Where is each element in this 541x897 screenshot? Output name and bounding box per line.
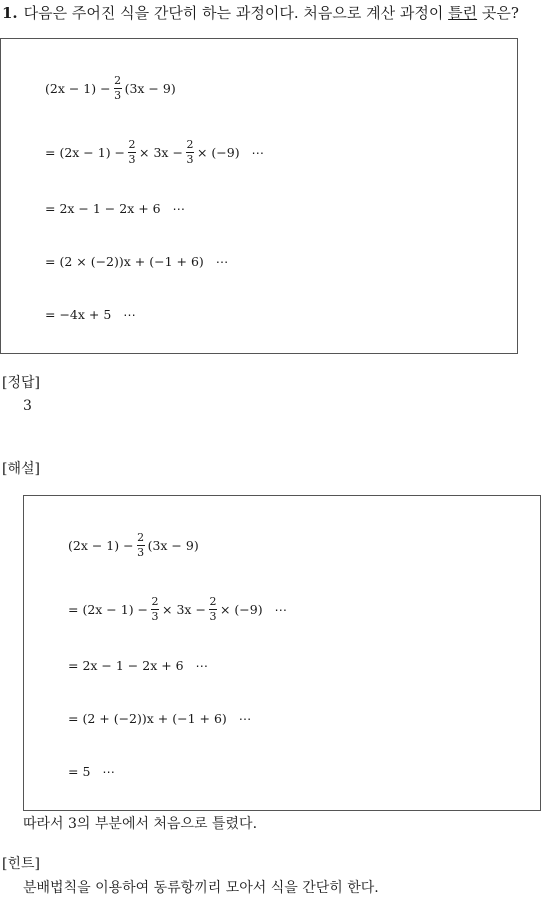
explanation-conclusion: 따라서 3의 부분에서 처음으로 틀렸다. (23, 816, 258, 832)
hint-text: 분배법칙을 이용하여 동류항끼리 모아서 식을 간단히 한다. (23, 880, 379, 896)
fraction: $\frac{2}{3}$ (114, 74, 122, 102)
question-text-end: 곳은? (477, 4, 519, 22)
question-underlined-word: 틀린 (448, 4, 478, 22)
answer-value: 3 (23, 398, 32, 414)
explanation-line-5: = 5 ⋯ (68, 764, 115, 779)
hint-label: [힌트] (2, 856, 40, 872)
explanation-box (23, 495, 541, 811)
explanation-line-4: = (2 + (−2))x + (−1 + 6) ⋯ (68, 711, 252, 726)
question-box (0, 38, 518, 354)
fraction: $\frac{2}{3}$ (128, 138, 136, 166)
question-line-5: = −4x + 5 ⋯ (45, 307, 136, 322)
question-line-3: = 2x − 1 − 2x + 6 ⋯ (45, 201, 186, 216)
question-line-1: (2x − 1) − $\frac{2}{3}$ (3x − 9) (45, 74, 176, 102)
explanation-line-1: (2x − 1) − $\frac{2}{3}$ (3x − 9) (68, 531, 199, 559)
answer-label: [정답] (2, 375, 40, 391)
explanation-label: [해설] (2, 461, 40, 477)
question-line-4: = (2 × (−2))x + (−1 + 6) ⋯ (45, 254, 229, 269)
fraction: $\frac{2}{3}$ (151, 595, 159, 623)
question-line-2: = (2x − 1) − $\frac{2}{3}$ × 3x − $\frac{2}{3}$ × (−9) ⋯ (45, 138, 264, 166)
question-number: 1. (2, 4, 18, 22)
explanation-line-2: = (2x − 1) − $\frac{2}{3}$ × 3x − $\frac{2}{3}$ × (−9) ⋯ (68, 595, 287, 623)
fraction: $\frac{2}{3}$ (186, 138, 194, 166)
fraction: $\frac{2}{3}$ (137, 531, 145, 559)
question-heading (2, 2, 519, 23)
explanation-line-3: = 2x − 1 − 2x + 6 ⋯ (68, 658, 209, 673)
fraction: $\frac{2}{3}$ (209, 595, 217, 623)
question-text: 다음은 주어진 식을 간단히 하는 과정이다. 처음으로 계산 과정이 (23, 4, 449, 22)
